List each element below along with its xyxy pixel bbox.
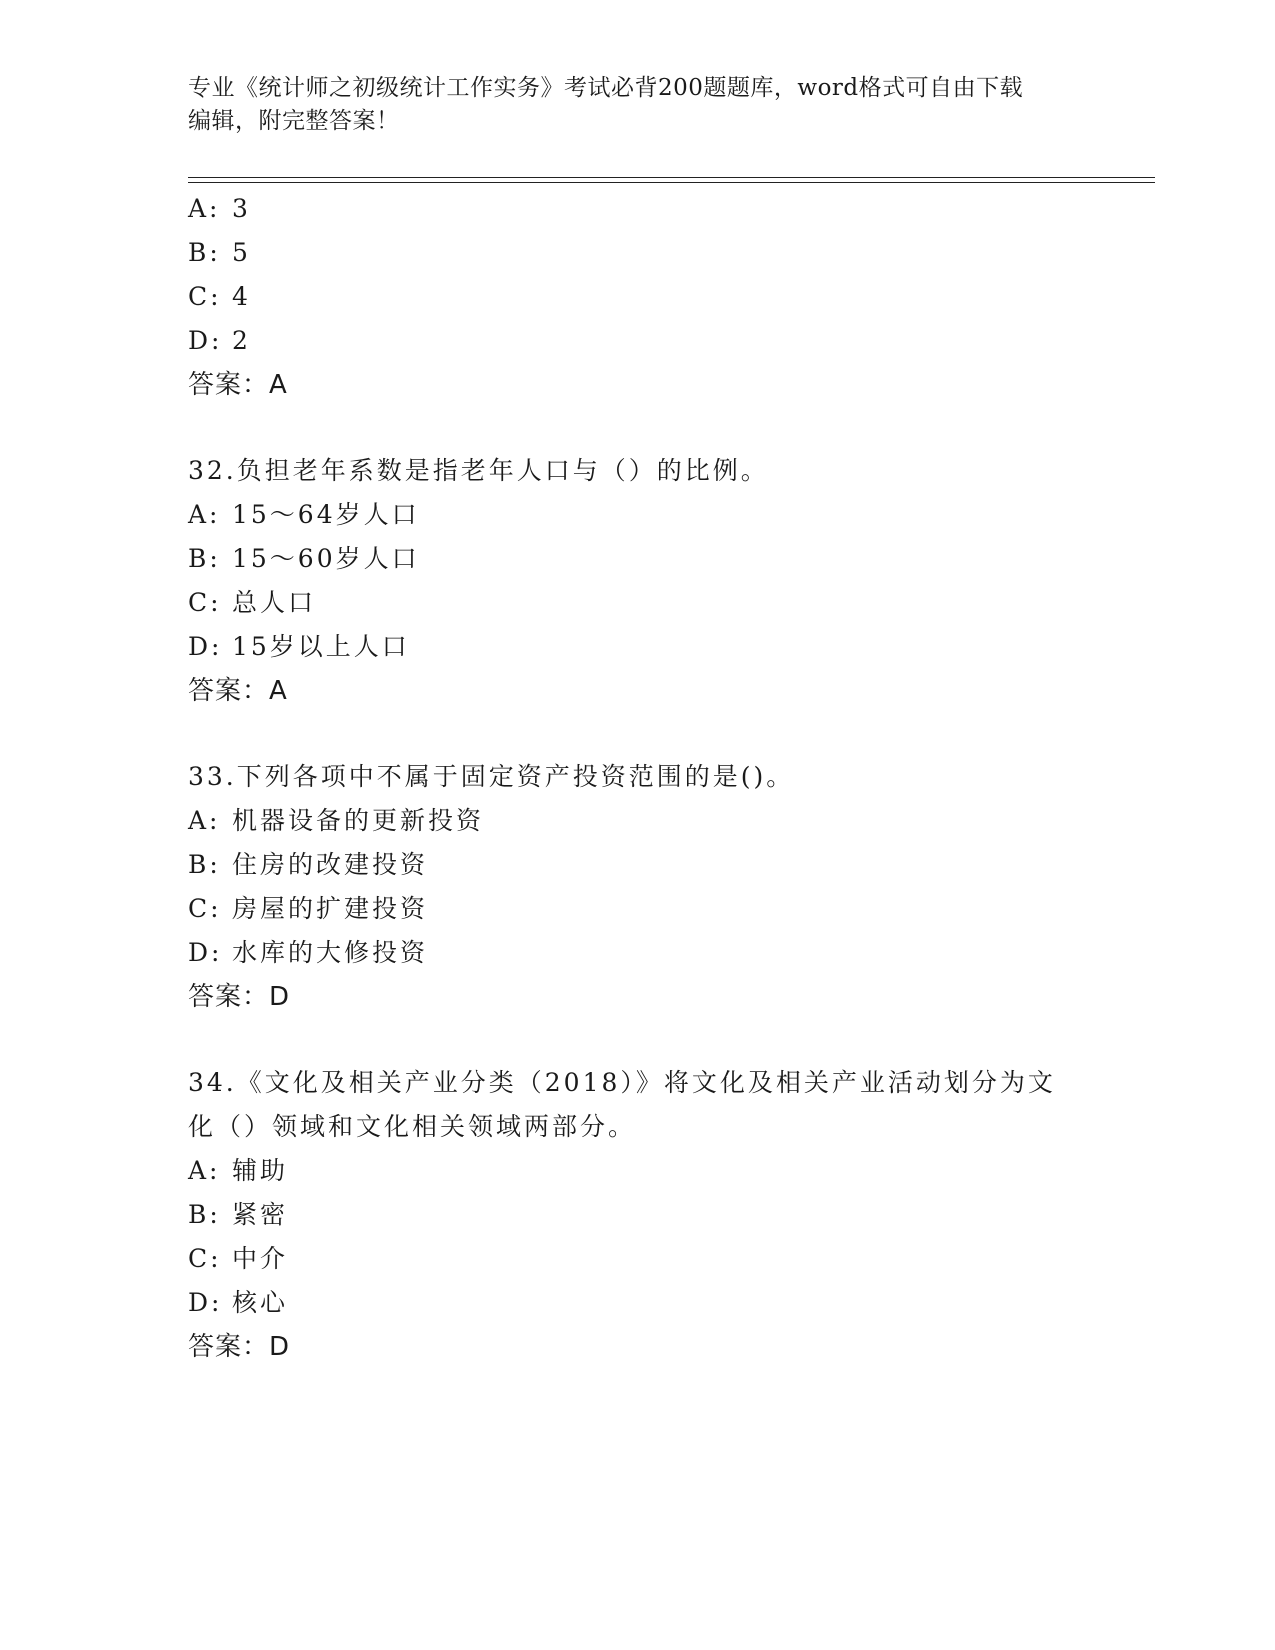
answer-line [188,369,288,401]
option-letter: B: [188,1200,221,1229]
question-text-line-2: 化（）领域和文化相关领域两部分。 [188,1112,637,1141]
option-letter: A: [188,194,221,223]
option-letter: C: [188,1244,222,1273]
option-text: 总人口 [232,588,317,617]
option-text: 紧密 [232,1200,289,1229]
option-letter: C: [188,894,222,923]
option-b [188,1199,288,1231]
option-letter: B: [188,544,221,573]
option-d [188,325,251,357]
option-text: 15～60岁人口 [232,544,420,573]
answer-value: A [269,370,288,400]
option-a [188,805,484,837]
option-letter: B: [188,238,221,267]
option-text: 水库的大修投资 [232,938,429,967]
option-letter: D: [188,938,223,967]
header-line-1: 专业《统计师之初级统计工作实务》考试必背200题题库，word格式可自由下载 [188,75,1024,101]
option-letter: A: [188,806,221,835]
option-text: 2 [232,326,251,355]
question-text-line-1: 34.《文化及相关产业分类（2018）》将文化及相关产业活动划分为文 [188,1068,1056,1097]
option-c [188,587,316,619]
answer-line [188,1331,290,1363]
option-d [188,1287,288,1319]
option-letter: B: [188,850,221,879]
option-d [188,937,428,969]
option-letter: A: [188,500,221,529]
option-text: 5 [232,238,251,267]
question-text: 32.负担老年系数是指老年人口与（）的比例。 [188,456,769,485]
option-text: 15～64岁人口 [232,500,420,529]
option-text: 3 [232,194,251,223]
option-c [188,893,428,925]
option-text: 核心 [232,1288,289,1317]
answer-label: 答案： [188,982,270,1012]
answer-value: D [269,1332,291,1362]
option-a [188,1155,288,1187]
header-divider-top [188,177,1155,178]
question-text: 33.下列各项中不属于固定资产投资范围的是()。 [188,762,795,791]
option-d [188,631,410,663]
option-letter: D: [188,326,223,355]
option-c [188,281,251,313]
answer-line [188,981,290,1013]
option-a [188,499,420,531]
header-line-2: 编辑，附完整答案！ [188,108,400,134]
option-text: 15岁以上人口 [232,632,410,661]
answer-label: 答案： [188,1332,270,1362]
option-letter: D: [188,632,223,661]
answer-value: D [269,982,291,1012]
answer-value: A [269,676,288,706]
option-text: 机器设备的更新投资 [232,806,485,835]
option-text: 住房的改建投资 [232,850,429,879]
option-b [188,237,251,269]
answer-label: 答案： [188,370,270,400]
option-letter: C: [188,588,222,617]
option-letter: C: [188,282,222,311]
option-b [188,543,420,575]
option-text: 房屋的扩建投资 [232,894,429,923]
option-b [188,849,428,881]
answer-line [188,675,288,707]
document-header [188,72,1088,138]
option-text: 辅助 [232,1156,289,1185]
header-divider-bottom [188,182,1155,183]
option-letter: D: [188,1288,223,1317]
option-text: 4 [232,282,251,311]
option-letter: A: [188,1156,221,1185]
option-a [188,193,251,225]
option-text: 中介 [232,1244,289,1273]
answer-label: 答案： [188,676,270,706]
option-c [188,1243,288,1275]
